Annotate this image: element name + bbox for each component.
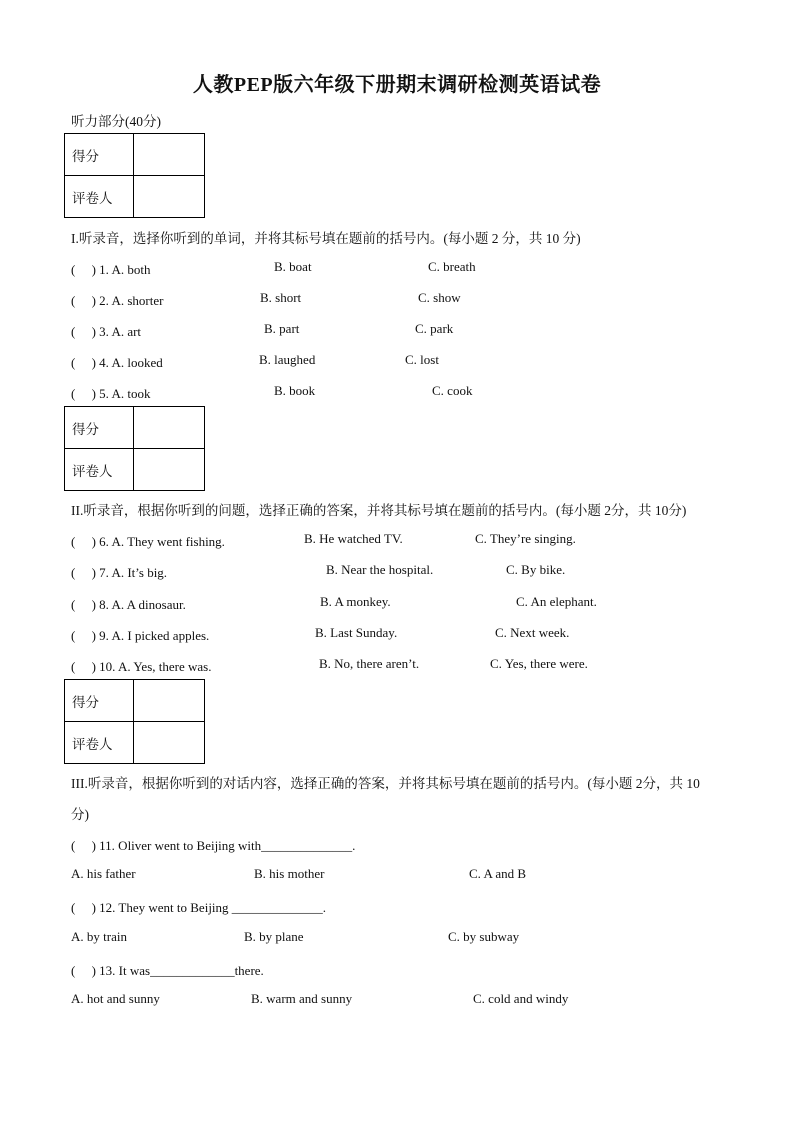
option-c: C. By bike. [506,562,566,577]
section1-instruction: I.听录音，选择你听到的单词，并将其标号填在题前的括号内。(每小题 2 分，共 10 分) [71,231,581,246]
option-b: B. part [264,321,300,336]
option-b: B. book [274,383,316,398]
question-stem: ( ) 2. A. shorter [71,293,164,308]
question-row [71,562,751,582]
option-b: B. Near the hospital. [326,562,434,577]
question-stem: ( ) 4. A. looked [71,355,163,370]
grader-label: 评卷人 [65,176,134,218]
option-b: B. A monkey. [320,594,391,609]
option-b: B. his mother [254,866,325,881]
question-stem: ( ) 8. A. A dinosaur. [71,597,186,612]
question-row [71,259,751,279]
question-stem: ( ) 5. A. took [71,386,151,401]
question-stem: ( ) 11. Oliver went to Beijing with______________. [71,838,356,853]
question-row [71,383,751,403]
option-b: B. by plane [244,929,304,944]
option-c: C. show [418,290,461,305]
grader-label: 评卷人 [65,722,134,764]
option-b: B. short [260,290,302,305]
options-row [71,866,751,886]
option-b: B. warm and sunny [251,991,353,1006]
score-blank[interactable] [134,680,205,722]
option-c: C. cold and windy [473,991,569,1006]
option-b: B. boat [274,259,312,274]
option-c: C. They’re singing. [475,531,576,546]
options-row [71,991,751,1011]
question-stem: ( ) 12. They went to Beijing ______________. [71,900,327,915]
option-b: B. No, there aren’t. [319,656,420,671]
option-c: C. lost [405,352,439,367]
option-c: C. by subway [448,929,520,944]
option-c: C. park [415,321,454,336]
option-c: C. cook [432,383,473,398]
question-stem: ( ) 6. A. They went fishing. [71,534,225,549]
grader-label: 评卷人 [65,449,134,491]
question-row [71,321,751,341]
option-c: C. Yes, there were. [490,656,588,671]
option-c: C. An elephant. [516,594,597,609]
question-row [71,835,751,855]
option-a: A. by train [71,929,127,944]
question-row [71,960,751,980]
question-row [71,897,751,917]
score-label: 得分 [65,680,134,722]
question-row [71,625,751,645]
question-row [71,290,751,310]
options-row [71,929,751,949]
option-c: C. A and B [469,866,527,881]
section3-instruction: III.听录音，根据你听到的对话内容，选择正确的答案，并将其标号填在题前的括号内。(每小题 2分，共 10 [71,776,700,791]
section2-instruction: II.听录音，根据你听到的问题，选择正确的答案，并将其标号填在题前的括号内。(每小题 2分，共 10分) [71,503,687,518]
option-b: B. He watched TV. [304,531,403,546]
question-row [71,352,751,372]
section3-instruction-cont: 分) [71,807,89,822]
score-box [64,133,205,218]
grader-blank[interactable] [134,722,205,764]
score-blank[interactable] [134,134,205,176]
score-blank[interactable] [134,407,205,449]
grader-blank[interactable] [134,176,205,218]
listening-header: 听力部分(40分) [71,114,161,129]
question-stem: ( ) 3. A. art [71,324,142,339]
score-label: 得分 [65,134,134,176]
question-stem: ( ) 10. A. Yes, there was. [71,659,212,674]
option-b: B. laughed [259,352,316,367]
option-c: C. Next week. [495,625,570,640]
option-c: C. breath [428,259,476,274]
page-title: 人教PEP版六年级下册期末调研检测英语试卷 [192,74,602,96]
question-stem: ( ) 9. A. I picked apples. [71,628,210,643]
option-a: A. hot and sunny [71,991,160,1006]
option-a: A. his father [71,866,136,881]
question-stem: ( ) 1. A. both [71,262,151,277]
option-b: B. Last Sunday. [315,625,398,640]
score-box [64,679,205,764]
score-box [64,406,205,491]
score-label: 得分 [65,407,134,449]
question-row [71,531,751,551]
grader-blank[interactable] [134,449,205,491]
question-stem: ( ) 13. It was_____________there. [71,963,264,978]
question-stem: ( ) 7. A. It’s big. [71,565,168,580]
question-row [71,594,751,614]
question-row [71,656,751,676]
